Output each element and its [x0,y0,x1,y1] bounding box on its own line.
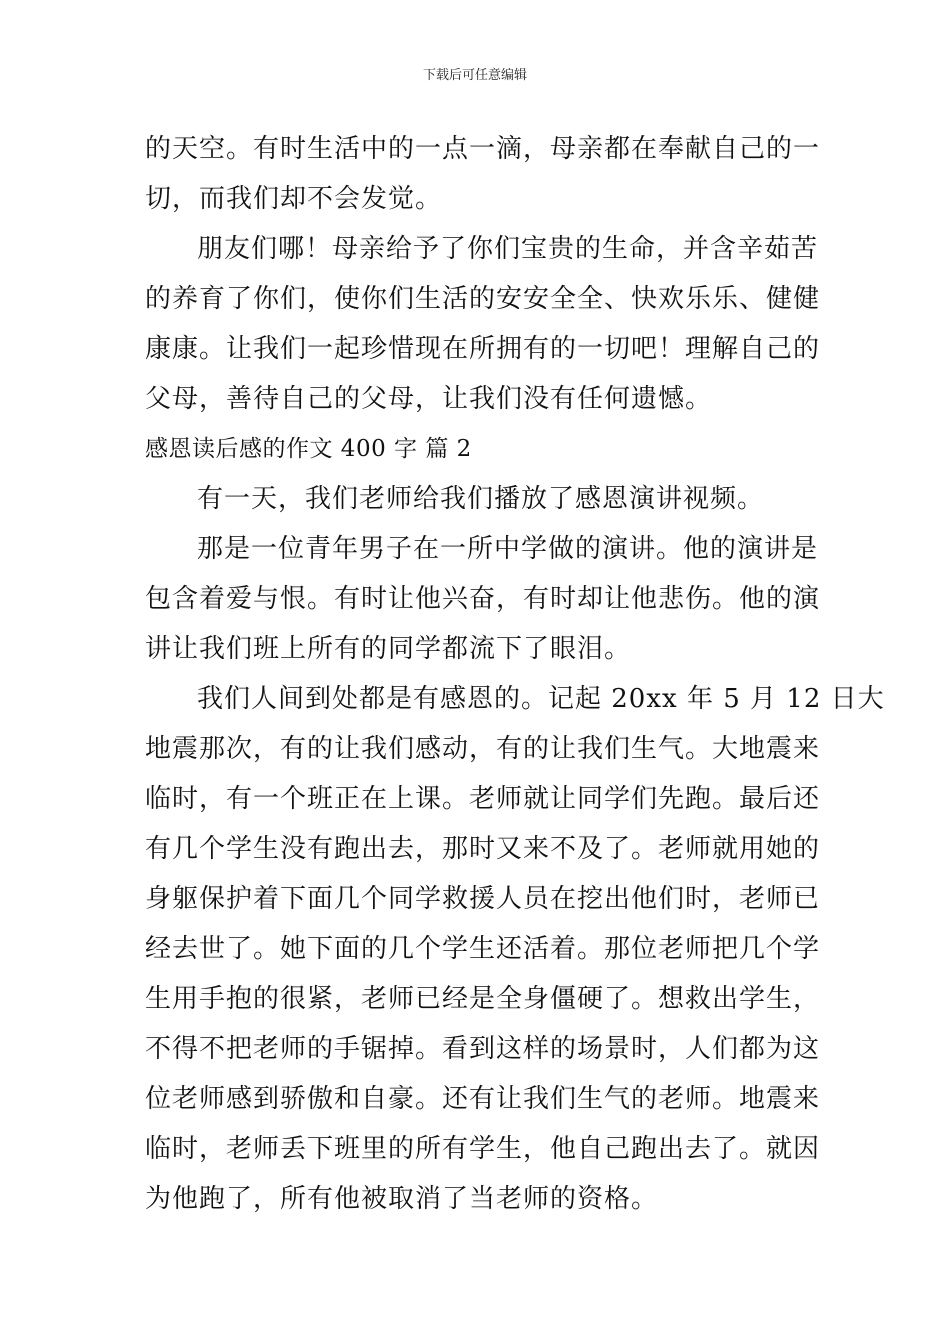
text-line: 包含着爱与恨。有时让他兴奋，有时却让他悲伤。他的演 [145,584,821,614]
paragraph-start: 有一天，我们老师给我们播放了感恩演讲视频。 [197,484,765,514]
text-line: 的养育了你们，使你们生活的安安全全、快欢乐乐、健健 [145,284,821,314]
text-line: 为他跑了，所有他被取消了当老师的资格。 [145,1184,659,1214]
text-line: 不得不把老师的手锯掉。看到这样的场景时，人们都为这 [145,1034,821,1064]
text-line: 讲让我们班上所有的同学都流下了眼泪。 [145,634,632,664]
document-body [145,124,885,1224]
paragraph-start: 那是一位青年男子在一所中学做的演讲。他的演讲是 [197,534,819,564]
page-header: 下载后可任意编辑 [422,68,527,83]
text-line: 临时，老师丢下班里的所有学生，他自己跑出去了。就因 [145,1134,821,1164]
section-heading: 感恩读后感的作文 400 字 篇 2 [145,436,472,462]
text-line: 临时，有一个班正在上课。老师就让同学们先跑。最后还 [145,784,821,814]
text-line: 父母，善待自己的父母，让我们没有任何遗憾。 [145,384,713,414]
text-line: 位老师感到骄傲和自豪。还有让我们生气的老师。地震来 [145,1084,821,1114]
paragraph-start: 朋友们哪！母亲给予了你们宝贵的生命，并含辛茹苦 [197,234,819,264]
text-line: 的天空。有时生活中的一点一滴，母亲都在奉献自己的一 [145,134,821,164]
text-line: 地震那次，有的让我们感动，有的让我们生气。大地震来 [145,734,821,764]
text-line: 身躯保护着下面几个同学救援人员在挖出他们时，老师已 [145,884,821,914]
text-line: 康康。让我们一起珍惜现在所拥有的一切吧！理解自己的 [145,334,821,364]
text-line: 有几个学生没有跑出去，那时又来不及了。老师就用她的 [145,834,821,864]
paragraph-start: 我们人间到处都是有感恩的。记起 20xx 年 5 月 12 日大 [197,684,885,714]
text-line: 生用手抱的很紧，老师已经是全身僵硬了。想救出学生， [145,984,821,1014]
text-line: 切，而我们却不会发觉。 [145,184,443,214]
text-line: 经去世了。她下面的几个学生还活着。那位老师把几个学 [145,934,821,964]
